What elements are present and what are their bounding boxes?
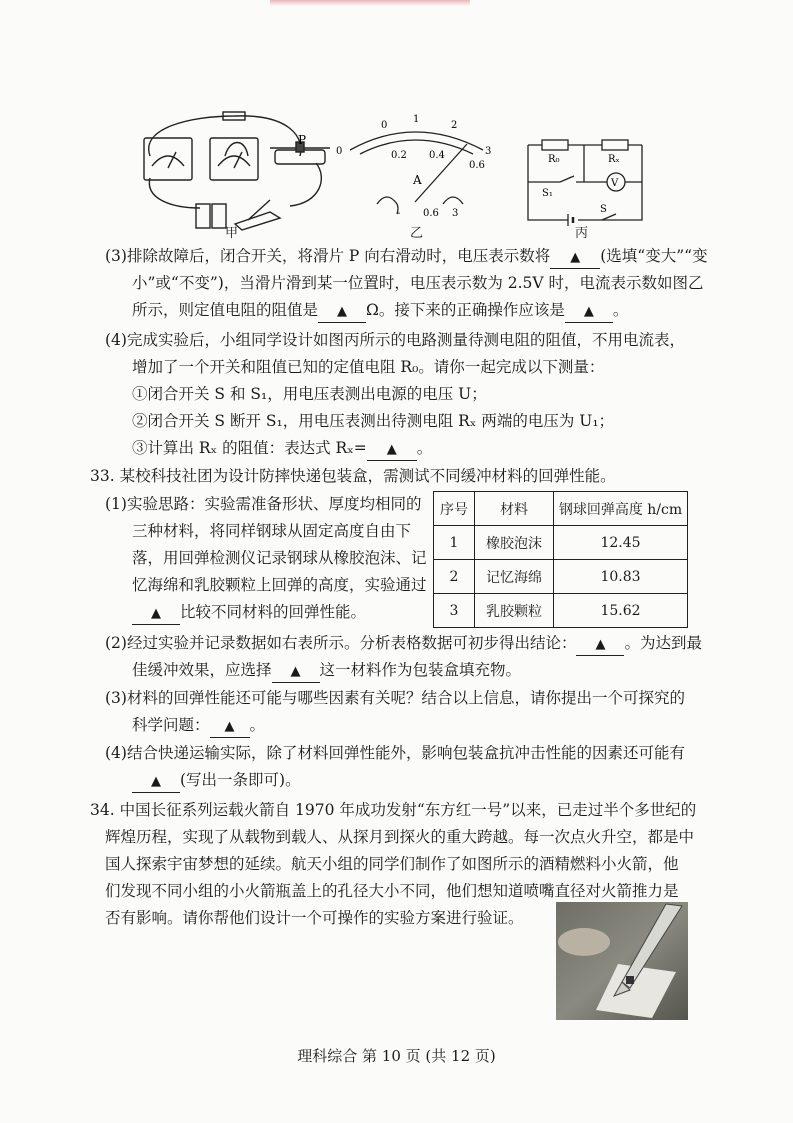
meter-2-body — [210, 138, 258, 180]
meter-1-needle — [168, 152, 176, 168]
figure-yi-ammeter — [335, 112, 495, 222]
rebound-data-table — [433, 491, 688, 628]
q32-3-line1: (3)排除故障后，闭合开关，将滑片 P 向右滑动时，电压表示数将 ▲ (选填“变大”“变 — [105, 246, 708, 269]
q33-1-line1: (1)实验思路：实验需准备形状、厚度均相同的 — [105, 495, 422, 513]
q32-4-step3: ③计算出 Rₓ 的阻值：表达式 Rₓ= ▲ 。 — [132, 438, 432, 461]
q32-3-line2: 小”或“不变”)，当滑片滑到某一位置时，电压表示数为 2.5V 时，电流表示数如图乙 — [132, 274, 704, 292]
switch-base — [235, 212, 280, 230]
figure-jia-circuit — [130, 108, 330, 243]
meter-1-body — [144, 138, 192, 180]
resistor-rx — [602, 140, 628, 150]
q34-line3: 国人探索宇宙梦想的延续。航天小组的同学们制作了如图所示的酒精燃料小火箭，他 — [105, 855, 679, 873]
resistor-r0 — [542, 140, 568, 150]
scale-arc — [350, 132, 483, 150]
table-row — [434, 560, 688, 594]
terminal-pos — [443, 197, 463, 204]
answer-blank[interactable]: ▲ — [132, 604, 180, 625]
q32-4-line1: (4)完成实验后，小组同学设计如图丙所示的电路测量待测电阻的阻值，不用电流表， — [105, 331, 685, 349]
terminal-neg — [377, 197, 398, 214]
meter-2-needle — [234, 152, 242, 168]
slider-p-label: P — [298, 133, 307, 147]
q33-2-line2: 佳缓冲效果，应选择 ▲ 这一材料作为包装盒填充物。 — [132, 660, 521, 683]
table-cell: 3 — [434, 594, 475, 628]
terminal-label-0-6: 0.6 — [423, 208, 439, 219]
answer-blank[interactable]: ▲ — [576, 635, 624, 656]
table-cell: 12.45 — [554, 526, 688, 560]
ammeter-letter: A — [413, 173, 422, 187]
figure-yi-caption: 乙 — [410, 226, 424, 241]
q33-1-line5: ▲ 比较不同材料的回弹性能。 — [132, 602, 366, 625]
table-row — [434, 526, 688, 560]
figure-bing-circuit — [520, 130, 650, 230]
table-cell: 记忆海绵 — [475, 560, 554, 594]
answer-blank[interactable]: ▲ — [132, 772, 180, 793]
scale-top-1: 1 — [413, 114, 420, 125]
q32-4-line2: 增加了一个开关和阻值已知的定值电阻 R₀。请你一起完成以下测量： — [132, 358, 605, 376]
figure-jia-caption: 甲 — [225, 226, 239, 241]
scale-top-0: 0 — [381, 120, 388, 131]
q32-4-step2: ②闭合开关 S 断开 S₁，用电压表测出待测电阻 Rₓ 两端的电压为 U₁； — [132, 412, 615, 430]
answer-blank[interactable]: ▲ — [550, 248, 600, 269]
label-r0: R₀ — [548, 154, 560, 165]
q32-3-line3: 所示，则定值电阻的阻值是 ▲ Ω。接下来的正确操作应该是 ▲ 。 — [132, 300, 628, 323]
switch-s1 — [560, 176, 574, 182]
scale-bottom-0-2: 0.2 — [391, 150, 407, 161]
q34-line5: 否有影响。请你帮他们设计一个可操作的实验方案进行验证。 — [105, 909, 524, 927]
label-v: V — [611, 178, 619, 189]
table-header-row — [434, 492, 688, 526]
answer-blank[interactable]: ▲ — [210, 717, 250, 738]
table-cell: 乳胶颗粒 — [475, 594, 554, 628]
scale-bottom-0-6: 0.6 — [469, 160, 485, 171]
scale-top-2: 2 — [451, 120, 458, 131]
answer-blank[interactable]: ▲ — [272, 662, 320, 683]
table-header: 材料 — [475, 492, 554, 526]
label-s: S — [600, 204, 607, 215]
meter-2-scale — [218, 156, 250, 166]
answer-blank[interactable]: ▲ — [565, 302, 613, 323]
battery-2 — [212, 204, 226, 228]
wire-left — [149, 178, 200, 208]
table-cell: 橡胶泡沫 — [475, 526, 554, 560]
terminal-label-neg: - — [397, 208, 401, 219]
table-cell: 1 — [434, 526, 475, 560]
q34-line4: 们发现不同小组的小火箭瓶盖上的孔径大小不同，他们想知道喷嘴直径对火箭推力是 — [105, 882, 679, 900]
q34-line1: 34. 中国长征系列运载火箭自 1970 年成功发射“东方红一号”以来，已走过半个多世纪的 — [90, 801, 697, 819]
terminal-label-3: 3 — [452, 208, 459, 219]
q33-1-line4: 忆海绵和乳胶颗粒上回弹的高度，实验通过 — [132, 576, 427, 594]
meter-1-scale — [152, 156, 184, 166]
q33-4-line1: (4)结合快递运输实际，除了材料回弹性能外，影响包装盒抗冲击性能的因素还可能有 — [105, 744, 685, 762]
page-footer: 理科综合 第 10 页 (共 12 页) — [297, 1047, 496, 1065]
q33-4-line2: ▲ (写出一条即可)。 — [132, 770, 301, 793]
scale-top-3: 3 — [485, 146, 492, 157]
wire-mid — [225, 143, 248, 157]
rocket-nozzle — [626, 976, 634, 984]
label-s1: S₁ — [542, 188, 553, 199]
table-cell: 15.62 — [554, 594, 688, 628]
scale-bottom-0-4: 0.4 — [429, 150, 445, 161]
table-row — [434, 594, 688, 628]
scan-edge-mark — [270, 0, 470, 6]
scale-arc-inner — [360, 140, 473, 154]
q33-3-line1: (3)材料的回弹性能还可能与哪些因素有关呢？结合以上信息，请你提出一个可探究的 — [105, 689, 685, 707]
q33-title: 33. 某校科技社团为设计防摔快递包装盒，需测试不同缓冲材料的回弹性能。 — [90, 467, 616, 485]
wire-right — [290, 163, 321, 206]
switch-lever — [248, 200, 270, 220]
table-cell: 10.83 — [554, 560, 688, 594]
q33-3-line2: 科学问题： ▲ 。 — [132, 715, 265, 738]
label-rx: Rₓ — [608, 154, 620, 165]
scale-bottom-zero: 0 — [336, 146, 343, 157]
table-cell: 2 — [434, 560, 475, 594]
figure-bing-caption: 丙 — [575, 226, 589, 241]
q33-1-line3: 落，用回弹检测仪记录钢球从橡胶泡沫、记 — [132, 549, 427, 567]
table-header: 序号 — [434, 492, 475, 526]
table-header: 钢球回弹高度 h/cm — [554, 492, 688, 526]
q33-1-line2: 三种材料，将同样钢球从固定高度自由下 — [132, 522, 412, 540]
q32-4-step1: ①闭合开关 S 和 S₁，用电压表测出电源的电压 U； — [132, 385, 487, 403]
answer-blank[interactable]: ▲ — [367, 440, 417, 461]
q34-line2: 辉煌历程，实现了从载物到载人、从探月到探火的重大跨越。每一次点火升空，都是中 — [105, 828, 695, 846]
q33-2-line1: (2)经过实验并记录数据如右表所示。分析表格数据可初步得出结论： ▲ 。为达到最 — [105, 633, 702, 656]
answer-blank[interactable]: ▲ — [318, 302, 366, 323]
hand-shape — [558, 928, 610, 956]
rocket-photo — [556, 902, 688, 1020]
